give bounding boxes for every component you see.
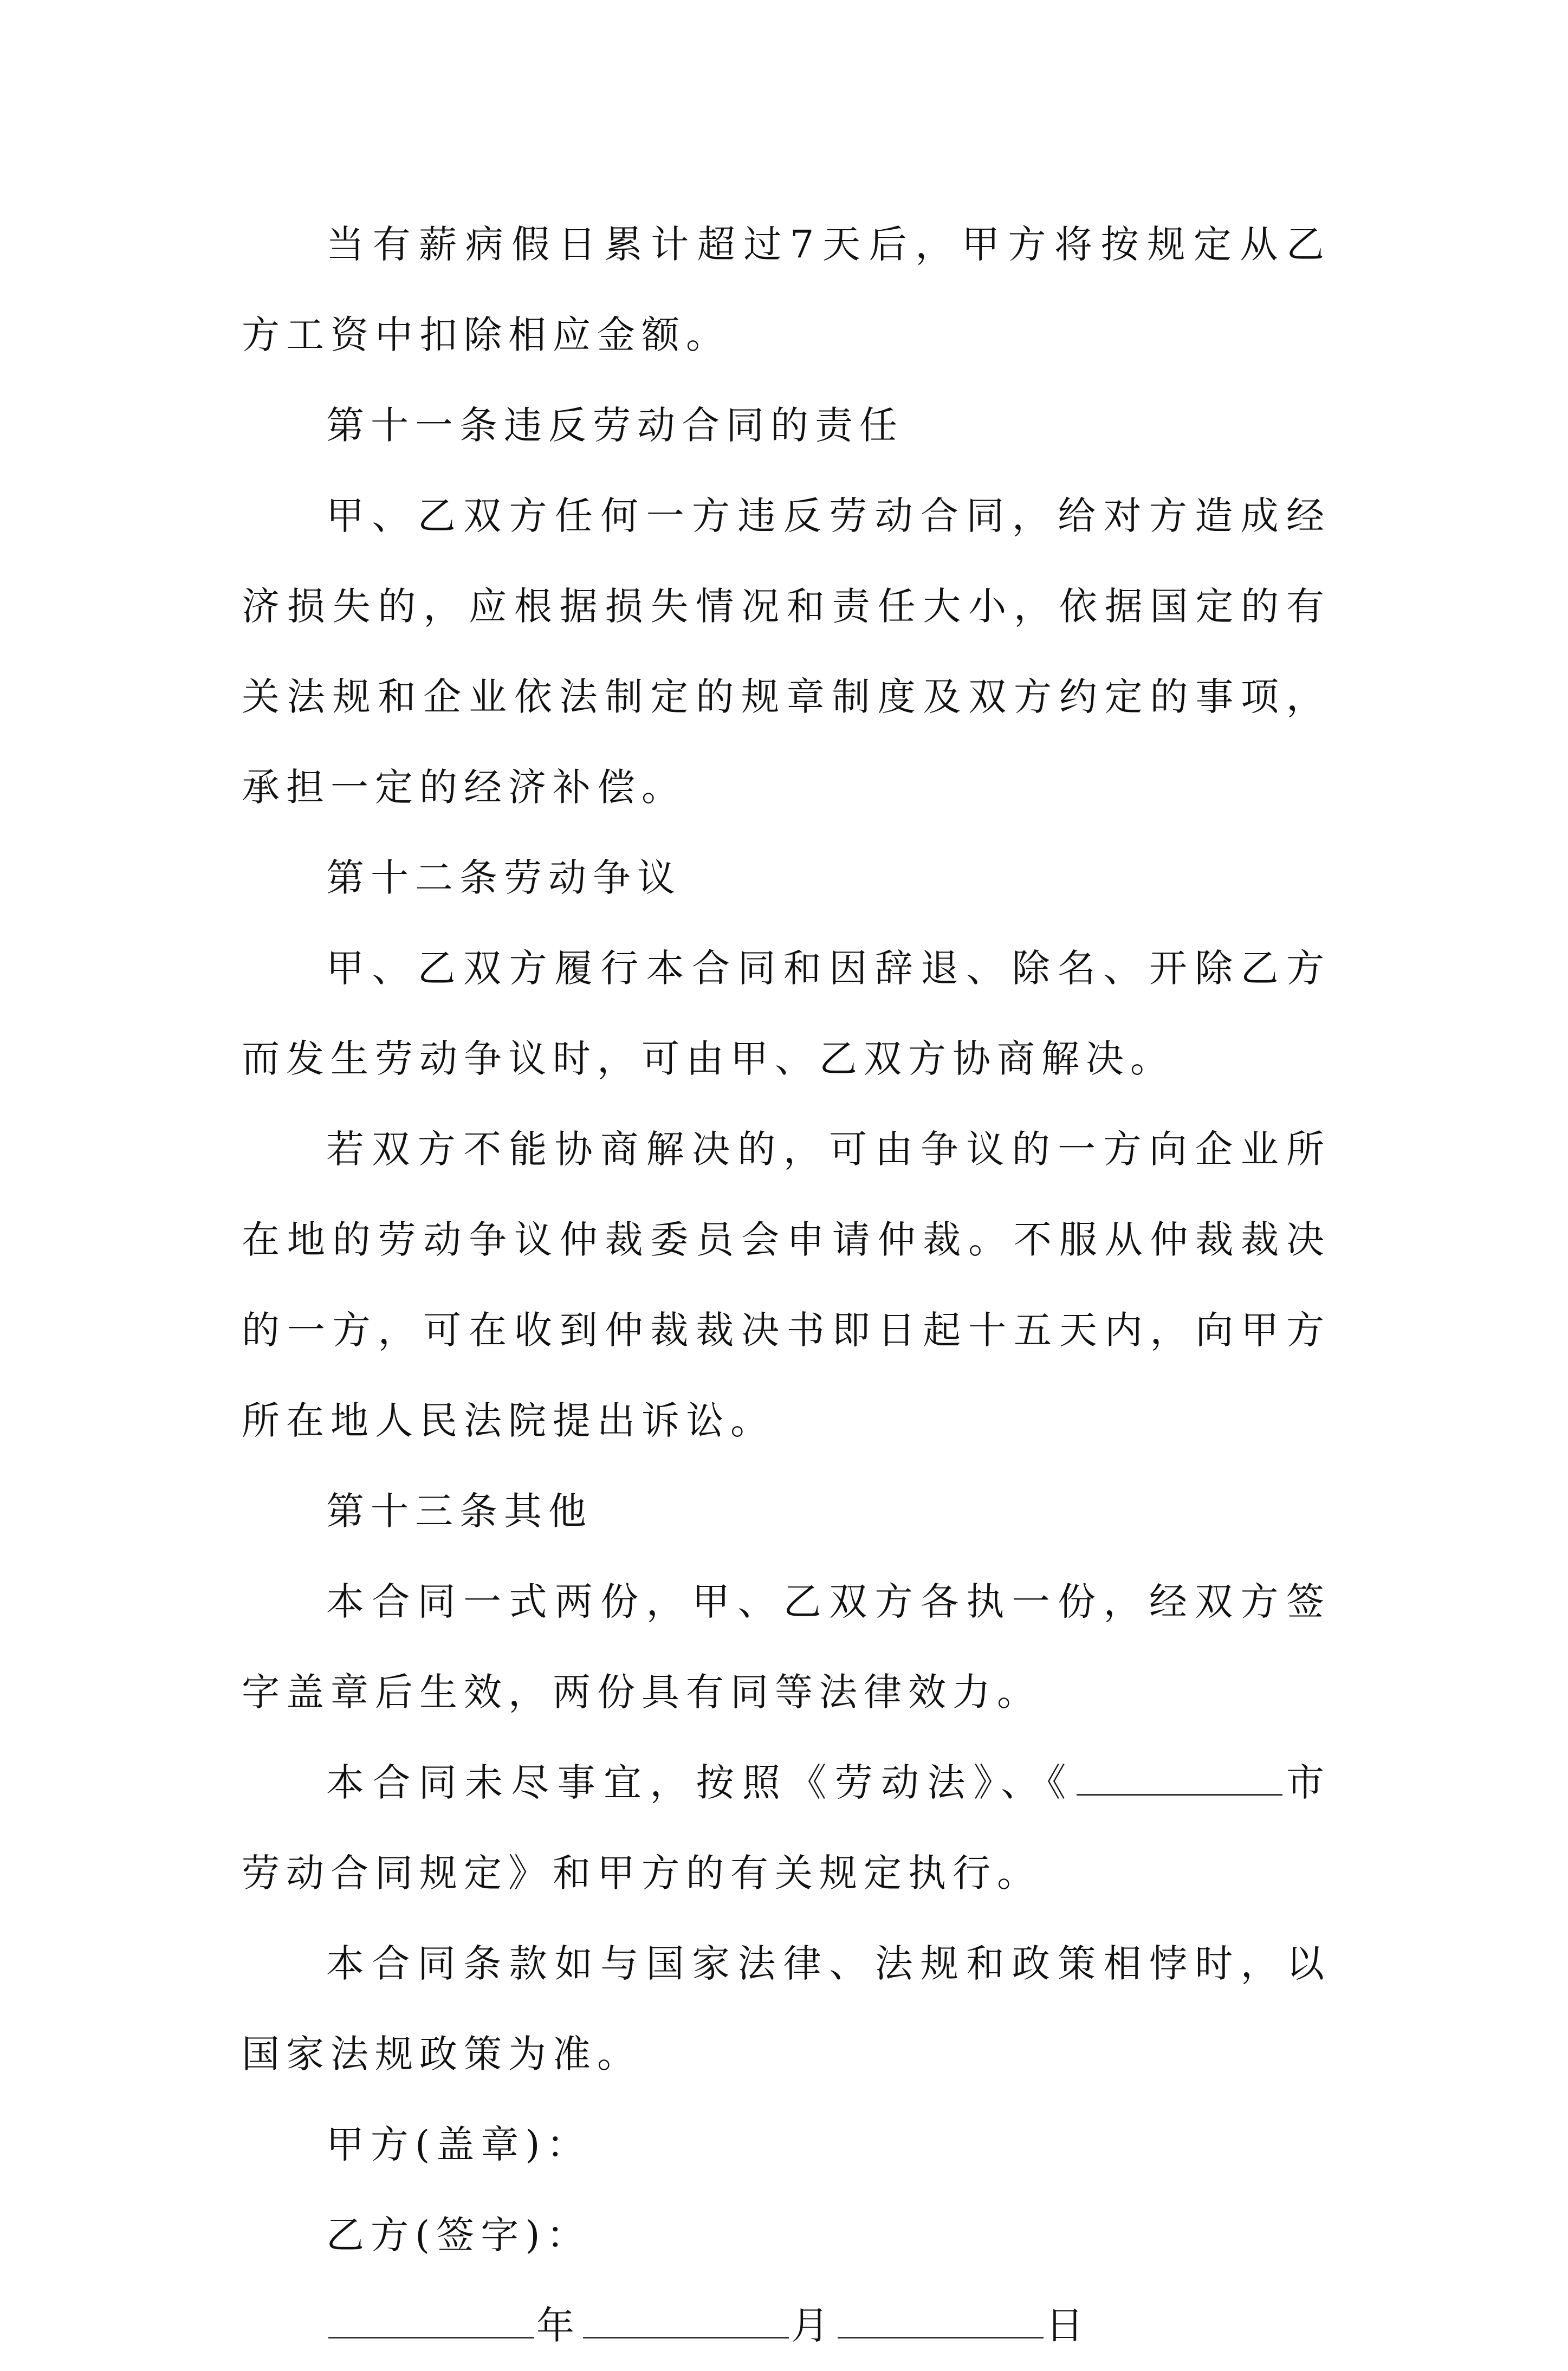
paragraph-dispute-arbitration: 若双方不能协商解决的，可由争议的一方向企业所在地的劳动争议仲裁委员会申请仲裁。不服从仲裁裁决的一方，可在收到仲裁裁决书即日起十五天内，向甲方所在地人民法院提出诉讼。: [242, 1127, 1331, 1443]
paragraph-unresolved-matters: [242, 1738, 1331, 1919]
document-body: [242, 199, 1331, 2371]
year-blank-line: [328, 2302, 534, 2338]
date-year-label: 年: [536, 2303, 581, 2348]
date-day-label: 日: [1046, 2303, 1090, 2348]
unresolved-text-before: 本合同未尽事宜，按照《劳动法》、《: [326, 1760, 1074, 1805]
heading-article-11: 第十一条违反劳动合同的责任: [326, 403, 904, 448]
paragraph-breach-liability: 甲、乙双方任何一方违反劳动合同，给对方造成经济损失的，应根据损失情况和责任大小，依据国定的有关法规和企业依法制定的规章制度及双方约定的事项，承担一定的经济补偿。: [242, 494, 1331, 809]
date-month-label: 月: [791, 2303, 835, 2348]
party-a-seal-line: 甲方(盖章)：: [326, 2122, 591, 2167]
paragraph-copies: 本合同一式两份，甲、乙双方各执一份，经双方签字盖章后生效，两份具有同等法律效力。: [242, 1579, 1331, 1714]
party-b-sign-line: 乙方(签字)：: [326, 2213, 591, 2257]
day-blank-line: [838, 2302, 1044, 2338]
paragraph-sick-leave: 当有薪病假日累计超过7天后，甲方将按规定从乙方工资中扣除相应金额。: [242, 222, 1331, 357]
date-line: [242, 2281, 1331, 2371]
paragraph-dispute-negotiation: 甲、乙双方履行本合同和因辞退、除名、开除乙方而发生劳动争议时，可由甲、乙双方协商解决。: [242, 946, 1331, 1081]
city-blank-line: [1077, 1759, 1282, 1796]
paragraph-conflict-rule: 本合同条款如与国家法律、法规和政策相悖时，以国家法规政策为准。: [242, 1941, 1331, 2076]
heading-article-13: 第十三条其他: [326, 1489, 593, 1533]
heading-article-12: 第十二条劳动争议: [326, 856, 682, 900]
unresolved-text-after: 市劳动合同规定》和甲方的有关规定执行。: [242, 1760, 1331, 1895]
month-blank-line: [583, 2302, 789, 2338]
